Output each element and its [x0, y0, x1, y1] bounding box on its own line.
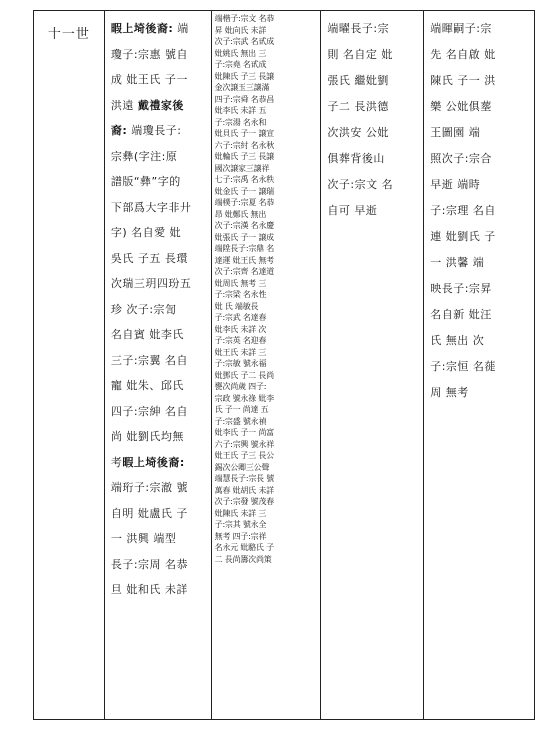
lineage-heading-3: 暇上埼後裔:: [122, 455, 185, 469]
entry-text-3: 端曜長子:宗 則 名自定 妣 張氏 繼妣劉 子二 長洪德 次洪安 公妣 俱葬背後山 次子:宗文 名 自可 早逝: [327, 22, 394, 217]
entry-text-2: 端楷子:宗文 名恭 昇 妣向氏 未詳 次子:宗武 名甙成 妣姚氏 無出 三 子:宗堯 名甙成 妣陳氏 子三 長譲 金次譲玉三譲滿 四子:宗舜 名恭昌 妣李氏 未詳 五 子:宗湯 名永和 妣貝氏 子一 譲宣 六子:宗紂 名永秋 妣輪氏 子三 長譲 國次譲家三譲祥 七子:宗禹 名永秩 妣金氏 子一 譲瑞 端樸子:宗夏 名恭 昂 妣鄭氏 無出 次子:宗漢 名永慶 妣張氏 子一 譲成 端陞長子:宗鼎 名 達運 妣王氏 無考 次子:宗齊 名達道 妣周氏 無考 三 子:宗梁 名永性 妣 氏 端敏長 子:宗武 名達春 妣李氏 未詳 次 子:宗英 名迎春 妣王氏 未詳 三 子:宗敏 號永福 妣鄧氏 子二 長尚 甕次尚歲 四子: 宗政 號永祿 妣李 氏 子一 尚達 五 子:宗盛 號永禎 妣李氏 子一 尚富 六子:宗興 號永祥 妣王氏 子三 長公 錫次公卿三公聲 端慧長子:宗長 號 萬春 妣胡氏 未詳 次子:宗發 號茂春 妣陳氏 未詳 三 子:宗其 號永全 無考 四子:宗祥 名永元 妣駱氏 子 二 長尚籌次尚策: [214, 14, 275, 564]
entry-text-4: 端暉嗣子:宗 先 名自啟 妣 陳氏 子一 洪 樂 公妣俱塟 王圖園 端 照次子:宗合 早逝 端時 子:宗理 名自 連 妣劉氏 子 一 洪馨 端 映長子:宗昇 名自新 妣汪 氏 無出 次 子:宗恒 名蓰 周 無考: [430, 22, 496, 399]
genealogy-table: [33, 10, 535, 720]
generation-column: [34, 11, 105, 719]
entry-column-4: [424, 11, 535, 719]
lineage-heading-2: 戴禮家後 裔:: [110, 98, 184, 137]
lineage-body-3: 端珩子:宗澈 號 自明 妣盧氏 子 一 洪興 端型 長子:宗周 名恭 旦 妣和氏 未詳: [110, 481, 189, 596]
entry-text-1: [111, 16, 206, 603]
lineage-heading-1: 暇上埼後裔:: [110, 22, 174, 35]
entry-column-1: [105, 11, 212, 719]
lineage-body-2: 端瓊長子: 宗彝(字注:原 譜版“彝”字的 下部爲大字非廾 字) 名自愛 妣 吳氏 子五 長環 次瑞三玥四玢五 珍 次子:宗訇 名自賓 妣李氏 三子:宗翼 名自 寵 妣朱、邱氏 四子:宗紳 名自 尚 妣劉氏均無 考: [110, 124, 192, 469]
entry-column-2: [212, 11, 322, 719]
entry-column-3: [321, 11, 424, 719]
generation-label: 十一世: [47, 27, 90, 42]
lineage-body-1: 端 瓊子:宗惠 號自 成 妣王氏 子一 洪遠: [110, 22, 189, 112]
